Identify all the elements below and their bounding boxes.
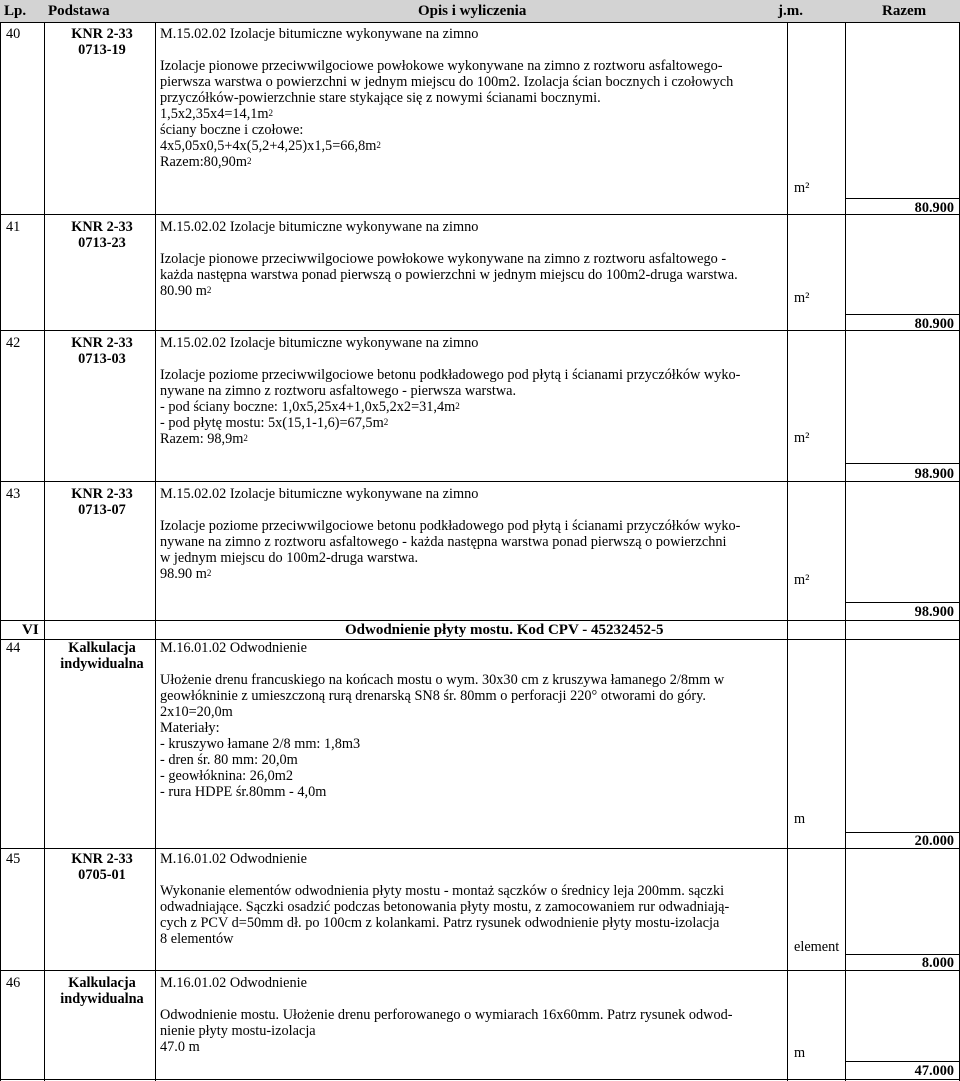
item-description: M.16.01.02 Odwodnienie Odwodnienie mostu. Ułożenie drenu perforowanego o wymiarach 16x60mm. Patrz rysunek odwod- nienie płyty mostu-izolacja 47.0 m xyxy=(160,975,733,1055)
item-lp: 43 xyxy=(6,486,21,502)
item-base: KNR 2-33 0705-01 xyxy=(71,851,133,883)
item-total: 98.900 xyxy=(914,604,954,620)
item-unit: m xyxy=(794,1045,806,1061)
col-line xyxy=(44,22,45,1081)
item-unit: m² xyxy=(794,180,810,196)
row-divider xyxy=(0,330,960,331)
row-divider xyxy=(0,481,960,482)
header-lp: Lp. xyxy=(4,3,27,19)
item-total: 47.000 xyxy=(914,1063,954,1079)
col-line xyxy=(0,22,1,1081)
item-lp: 41 xyxy=(6,219,21,235)
item-lp: 40 xyxy=(6,26,21,42)
item-base: KNR 2-33 0713-19 xyxy=(71,26,133,58)
header-base: Podstawa xyxy=(48,3,110,19)
row-divider xyxy=(0,214,960,215)
item-base: KNR 2-33 0713-23 xyxy=(71,219,133,251)
section-number: VI xyxy=(22,622,39,638)
col-line xyxy=(155,22,156,1081)
row-divider xyxy=(0,848,960,849)
row-divider xyxy=(845,463,960,464)
header-unit: j.m. xyxy=(778,3,803,19)
row-divider xyxy=(0,970,960,971)
row-divider xyxy=(845,198,960,199)
item-unit: element xyxy=(794,939,840,955)
item-total: 80.900 xyxy=(914,316,954,332)
item-total: 20.000 xyxy=(914,833,954,849)
item-unit: m² xyxy=(794,290,810,306)
item-lp: 45 xyxy=(6,851,21,867)
item-total: 98.900 xyxy=(914,466,954,482)
item-lp: 46 xyxy=(6,975,21,991)
row-divider xyxy=(845,1061,960,1062)
section-title: Odwodnienie płyty mostu. Kod CPV - 45232452-5 xyxy=(345,622,664,638)
item-description: M.15.02.02 Izolacje bitumiczne wykonywane na zimno Izolacje poziome przeciwwilgociowe betonu podkładowego pod płytą i ścianami przyczółków wyko- nywane na zimno z roztworu asfaltowego - pierwsza warstwa. - pod ściany boczne: $1,0x5,25x4+1,0x5,2x2=31,4m^2$ - pod płytę mostu: $5x(15,1-1,6)=67,5m^2$ Razem: $98,9m^2$ xyxy=(160,335,741,447)
item-description: M.16.01.02 Odwodnienie Wykonanie elementów odwodnienia płyty mostu - montaż sączków o średnicy leja 200mm. sączki odwadniające. Sączki osadzić podczas betonowania płyty mostu, z zamocowaniem rur odwadniają- cych z PCV d=50mm dł. po 100cm z kolankami. Patrz rysunek odwodnienie płyty mostu-izolacja 8 elementów xyxy=(160,851,730,947)
item-description: M.15.02.02 Izolacje bitumiczne wykonywane na zimno Izolacje poziome przeciwwilgociowe betonu podkładowego pod płytą i ścianami przyczółków wyko- nywane na zimno z roztworu asfaltowego - każda następna warstwa ponad pierwszą o powierzchni w jednym miejscu do 100m2-druga warstwa. 98.90 $m^2$ xyxy=(160,486,741,582)
item-unit: m xyxy=(794,811,806,827)
item-lp: 42 xyxy=(6,335,21,351)
item-base: Kalkulacja indywidualna xyxy=(60,975,144,1007)
item-base: KNR 2-33 0713-03 xyxy=(71,335,133,367)
row-divider xyxy=(845,314,960,315)
col-line xyxy=(845,22,846,1081)
item-lp: 44 xyxy=(6,640,21,656)
row-divider xyxy=(0,1079,960,1080)
item-unit: m² xyxy=(794,572,810,588)
header-total: Razem xyxy=(882,3,927,19)
item-unit: m² xyxy=(794,430,810,446)
header-desc: Opis i wyliczenia xyxy=(418,3,527,19)
item-description: M.15.02.02 Izolacje bitumiczne wykonywane na zimno Izolacje pionowe przeciwwilgociowe powłokowe wykonywane na zimno z roztworu asfaltowego - każda następna warstwa ponad pierwszą o powierzchni w jednym miejscu do 100m2-druga warstwa. 80.90 $m^2$ xyxy=(160,219,738,299)
item-total: 8.000 xyxy=(921,955,954,971)
row-divider xyxy=(0,620,960,621)
table-header xyxy=(0,0,960,23)
item-base: Kalkulacja indywidualna xyxy=(60,640,144,672)
row-divider xyxy=(845,602,960,603)
item-base: KNR 2-33 0713-07 xyxy=(71,486,133,518)
item-description: M.16.01.02 Odwodnienie Ułożenie drenu francuskiego na końcach mostu o wym. 30x30 cm z kruszywa łamanego 2/8mm w geowłókninie z umieszczoną rurą drenarską SN8 śr. 80mm o perforacji 220° otworami do góry. 2x10=20,0m Materiały: - kruszywo łamane 2/8 mm: 1,8m3 - dren śr. 80 mm: 20,0m - geowłóknina: 26,0m2 - rura HDPE śr.80mm - 4,0m xyxy=(160,640,725,800)
item-total: 80.900 xyxy=(914,200,954,216)
item-description: M.15.02.02 Izolacje bitumiczne wykonywane na zimno Izolacje pionowe przeciwwilgociowe powłokowe wykonywane na zimno z roztworu asfaltowego- pierwsza warstwa o powierzchni w jednym miejscu do 100m2. Izolacja ścian bocznych i czołowych przyczółków-powierzchnie stare stykające się z nowymi ścianami bocznymi. $1,5x2,35x4=14,1m^2$ ściany boczne i czołowe: $4x5,05x0,5+4x(5,2+4,25)x1,5=66,8m^2$ $Razem:80,90m^2$ xyxy=(160,26,734,170)
